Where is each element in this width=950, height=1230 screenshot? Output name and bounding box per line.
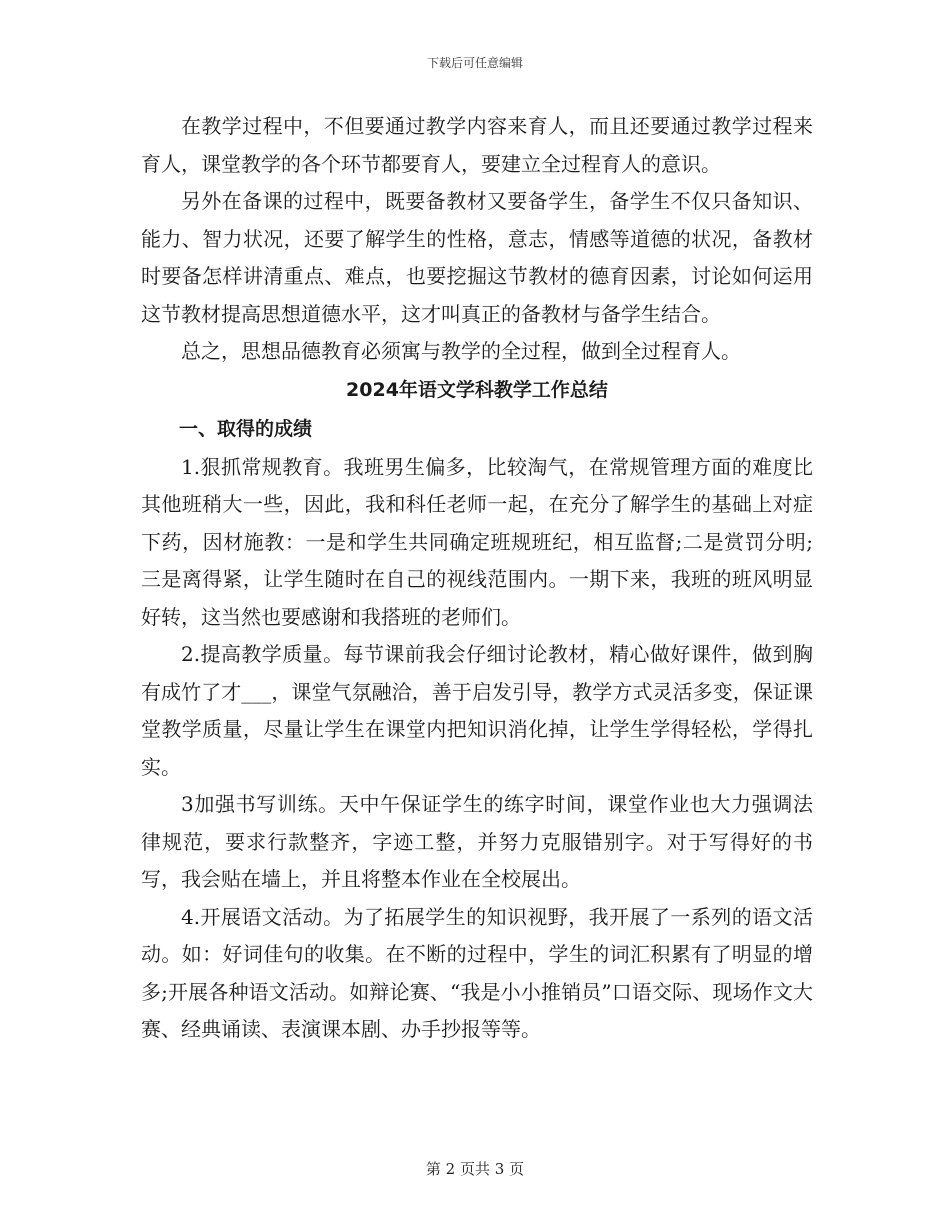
paragraph: 总之，思想品德教育必须寓与教学的全过程，做到全过程育人。 <box>181 339 741 363</box>
page-header-note: 下载后可任意编辑 <box>426 56 523 70</box>
paragraph: 1.狠抓常规教育。我班男生偏多，比较淘气，在常规管理方面的难度比其他班稍大一些，因此，我和科任老师一起，在充分了解学生的基础上对症下药，因材施教：一是和学生共同确定班规班纪，相互监督;二是赏罚分明;三是离得紧，让学生随时在自己的视线范围内。一期下来，我班的班风明显好转，这当然也要感谢和我搭班的老师们。 <box>141 454 813 629</box>
document-body <box>141 108 813 1049</box>
paragraph: 4.开展语文活动。为了拓展学生的知识视野，我开展了一系列的语文活动。如：好词佳句的收集。在不断的过程中，学生的词汇积累有了明显的增多;开展各种语文活动。如辩论赛、“我是小小推销员”口语交际、现场作文大赛、经典诵读、表演课本剧、办手抄报等等。 <box>141 904 813 1041</box>
document-title: 2024年语文学科教学工作总结 <box>346 378 608 401</box>
paragraph: 在教学过程中，不但要通过教学内容来育人，而且还要通过教学过程来育人，课堂教学的各个环节都要育人，要建立全过程育人的意识。 <box>141 114 813 176</box>
page-number: 第 2 页共 3 页 <box>425 1160 525 1178</box>
paragraph: 2.提高教学质量。每节课前我会仔细讨论教材，精心做好课件，做到胸有成竹了才___，课堂气氛融洽，善于启发引导，教学方式灵活多变，保证课堂教学质量，尽量让学生在课堂内把知识消化掉，让学生学得轻松，学得扎实。 <box>141 642 813 779</box>
paragraph: 另外在备课的过程中，既要备教材又要备学生，备学生不仅只备知识、能力、智力状况，还要了解学生的性格，意志，情感等道德的状况，备教材时要备怎样讲清重点、难点，也要挖掘这节教材的德育因素，讨论如何运用这节教材提高思想道德水平，这才叫真正的备教材与备学生结合。 <box>141 189 813 326</box>
paragraph: 3加强书写训练。天中午保证学生的练字时间，课堂作业也大力强调法律规范，要求行款整齐，字迹工整，并努力克服错别字。对于写得好的书写，我会贴在墙上，并且将整本作业在全校展出。 <box>141 792 813 891</box>
section-heading: 一、取得的成绩 <box>179 417 313 440</box>
